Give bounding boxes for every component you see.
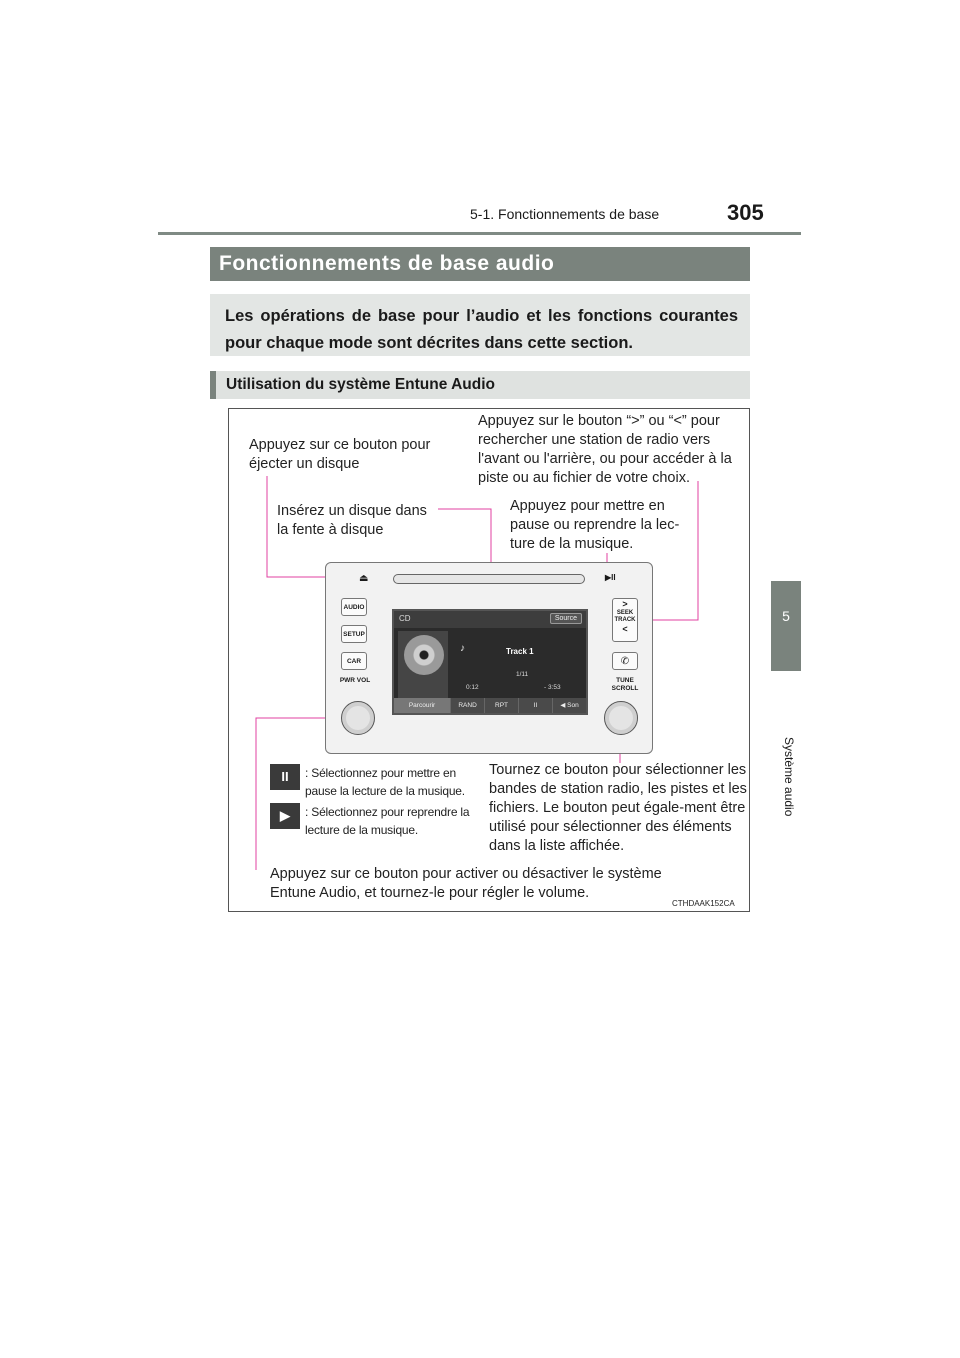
page-number: 305 [727, 200, 764, 225]
repeat-button[interactable]: RPT [484, 698, 518, 713]
track-count: 1/11 [516, 671, 529, 678]
browse-button[interactable]: Parcourir [394, 698, 450, 713]
intro-text: Les opérations de base pour l’audio et les fonctions courantes pour chaque mode sont décrites dans cette section. [210, 294, 750, 356]
screen-source-button[interactable]: Source [550, 613, 582, 624]
seek-up-icon[interactable]: > [622, 599, 628, 609]
section-heading: 5-1. Fonctionnements de base [470, 206, 660, 222]
pwr-vol-label: PWR VOL [339, 677, 371, 684]
phone-button[interactable]: ✆ [612, 652, 638, 670]
remaining-time: - 3:53 [544, 684, 561, 691]
insert-leader [438, 509, 491, 568]
audio-button[interactable]: AUDIO [341, 598, 367, 616]
eject-button[interactable]: ⏏ [359, 573, 369, 584]
insert-callout: Insérez un disque dans la fente à disque [277, 503, 427, 538]
subsection-title: Utilisation du système Entune Audio [210, 371, 750, 399]
pause-legend-text: : Sélectionnez pour mettre en pause la lecture de la musique. [305, 766, 465, 798]
car-button[interactable]: CAR [341, 652, 367, 670]
pause-button[interactable]: II [518, 698, 552, 713]
eject-callout: Appuyez sur ce bouton pour éjecter un disque [249, 437, 431, 472]
track-title: Track 1 [506, 647, 534, 656]
pause-icon: II [270, 764, 300, 790]
screen-source-label: CD [399, 614, 411, 623]
tune-scroll-label: TUNE SCROLL [611, 677, 639, 692]
screen-button-bar [394, 698, 586, 713]
play-legend-text: : Sélectionnez pour reprendre la lecture de la musique. [305, 805, 470, 837]
seek-down-icon[interactable]: < [622, 624, 628, 634]
seek-track-label: SEEK TRACK [614, 610, 636, 623]
pause-callout: Appuyez pour mettre en pause ou reprendre la lec-ture de la musique. [510, 498, 680, 552]
tune-callout: Tournez ce bouton pour sélectionner les bandes de station radio, les pistes et les fichiers. Le bouton peut égale-ment être utilisé pour sélectionner des éléments dans la liste affichée. [489, 762, 747, 854]
display-screen [392, 609, 588, 715]
play-pause-button[interactable]: ▶II [605, 573, 616, 582]
sound-button[interactable]: ◀ Son [552, 698, 586, 713]
power-callout: Appuyez sur ce bouton pour activer ou désactiver le système Entune Audio, et tournez-le pour régler le volume. [270, 866, 662, 901]
disc-icon [404, 635, 444, 675]
figure-code: CTHDAAK152CA [672, 899, 735, 908]
play-icon: ▶ [270, 803, 300, 829]
chapter-number: 5 [782, 608, 790, 624]
seek-callout: Appuyez sur le bouton “>” ou “<” pour rechercher une station de radio vers l'avant ou l'arrière, ou pour accéder à la piste ou au fichier de votre choix. [478, 413, 732, 486]
elapsed-time: 0:12 [466, 684, 479, 691]
chapter-label: Système audio [782, 737, 796, 817]
random-button[interactable]: RAND [450, 698, 484, 713]
setup-button[interactable]: SETUP [341, 625, 367, 643]
disc-slot [393, 574, 585, 584]
seek-track-button[interactable] [612, 598, 638, 642]
tune-scroll-knob[interactable] [604, 701, 638, 735]
music-note-icon: ♪ [460, 643, 465, 654]
page-title: Fonctionnements de base audio [210, 247, 750, 281]
power-volume-knob[interactable] [341, 701, 375, 735]
